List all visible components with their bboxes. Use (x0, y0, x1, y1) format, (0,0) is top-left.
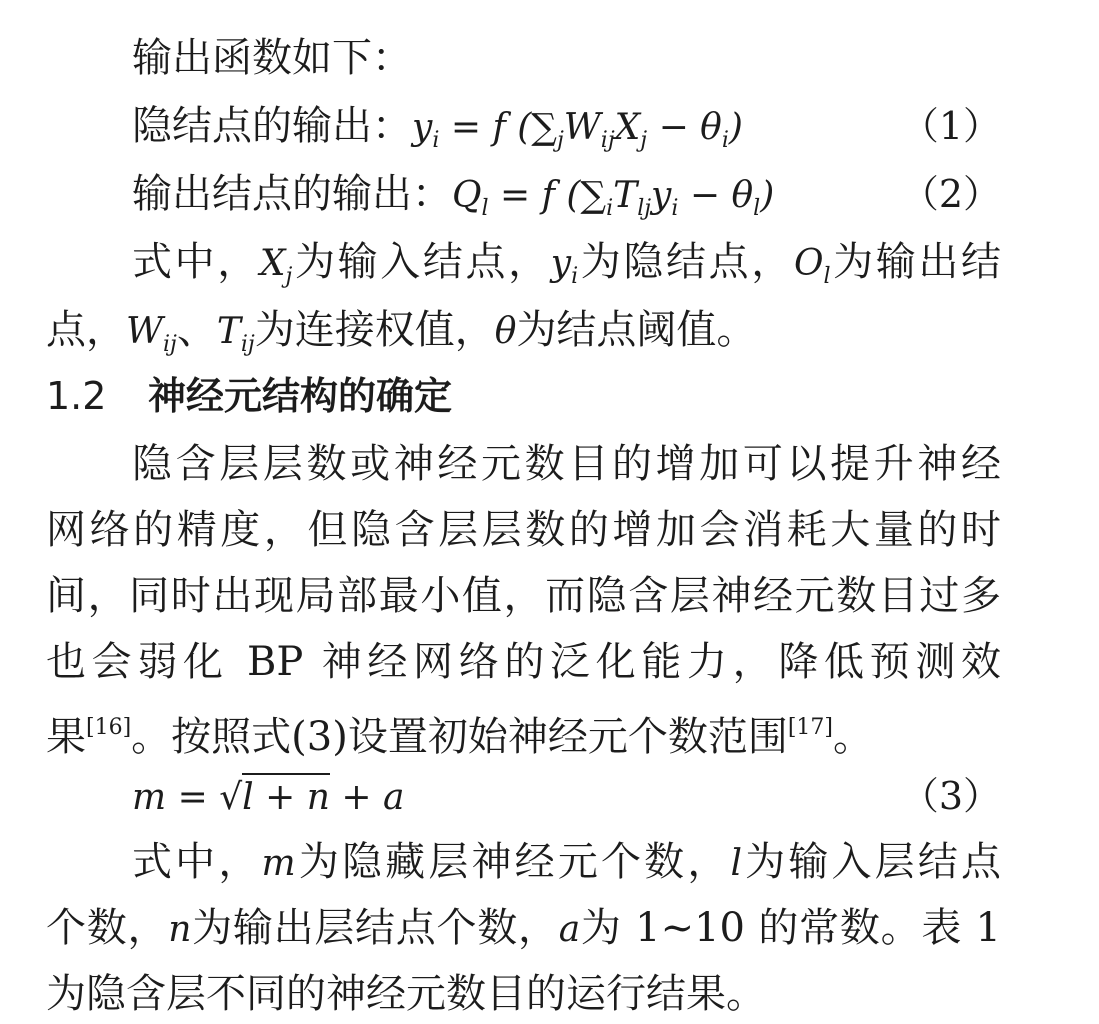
eq3-plus-a: + a (329, 777, 405, 818)
eq1-theta: − θ (647, 107, 722, 148)
para3-line3: 为隐含层不同的神经元数目的运行结果。 (46, 971, 766, 1017)
eq3-number: （3） (900, 774, 1001, 818)
para1-t: T (216, 311, 241, 352)
eq1-lhs-sub: i (432, 128, 440, 153)
para2-text-a: 果 (46, 714, 86, 760)
para3-text-c: 为输入层结点 (742, 839, 1002, 885)
eq1-formula (412, 107, 743, 153)
eq2-lhs: Q (452, 175, 482, 216)
para1-o: O (793, 243, 824, 284)
eq2-y: y (651, 175, 672, 216)
eq1-number: （1） (900, 104, 1001, 148)
eq1-w: W (563, 107, 601, 148)
eq2-sum: = f (∑ (488, 175, 607, 216)
eq1-x: X (614, 107, 641, 148)
eq3-radicand: l + n (242, 773, 330, 818)
para1-w-sub: ij (163, 332, 177, 357)
para1-text-e: 点， (46, 307, 126, 353)
citation-16: [16] (86, 715, 132, 740)
para1-y-sub: i (571, 264, 579, 289)
eq2-number: （2） (900, 172, 1001, 216)
para3-l: l (730, 843, 743, 884)
eq1-sum-sub: j (556, 128, 564, 153)
para1-text-b: 为输入结点， (292, 239, 551, 285)
eq2-formula (452, 175, 775, 221)
para1-o-sub: l (823, 264, 831, 289)
para1-text-g: 为连接权值， (254, 307, 495, 353)
eq3-m: m (132, 777, 167, 818)
eq3-formula (132, 773, 404, 818)
para1-text-c: 为隐结点， (578, 239, 794, 285)
para1-y: y (550, 243, 572, 284)
para1-text-a: 式中， (132, 239, 260, 285)
eq1-label: 隐结点的输出： (132, 103, 412, 149)
eq2-theta: − θ (678, 175, 754, 216)
para1-x-sub: j (285, 264, 293, 289)
equation-1 (132, 96, 1001, 156)
citation-17: [17] (787, 715, 834, 740)
para1-line1 (132, 232, 1001, 292)
eq2-y-sub: i (671, 196, 679, 221)
eq3-equals: = (166, 777, 220, 818)
section-heading (46, 366, 1001, 426)
intro-text: 输出函数如下： (132, 35, 412, 81)
para3-text-d: 个数， (46, 905, 169, 951)
para2-line5 (46, 698, 1001, 758)
para3-m: m (261, 843, 296, 884)
section-title: 神经元结构的确定 (148, 374, 453, 418)
eq1-x-sub: j (640, 128, 648, 153)
eq2-t: T (613, 175, 638, 216)
para1-t-sub: ij (240, 332, 255, 357)
para2-line3: 间，同时出现局部最小值，而隐含层神经元数目过多 (46, 573, 1001, 619)
para1-theta: θ (494, 311, 517, 352)
para2-line2: 网络的精度，但隐含层层数的增加会消耗大量的时 (46, 507, 1001, 553)
para2-line4: 也会弱化 BP 神经网络的泛化能力，降低预测效 (46, 639, 1001, 685)
eq2-label: 输出结点的输出： (132, 171, 452, 217)
para3-text-a: 式中， (132, 839, 262, 885)
intro-line (132, 28, 1001, 88)
eq1-w-sub: ij (600, 128, 615, 153)
eq3-radical: √ (219, 777, 243, 818)
eq1-sum: = f (∑ (439, 107, 557, 148)
eq2-lhs-sub: l (481, 196, 489, 221)
eq2-close: ) (760, 175, 775, 216)
eq1-theta-sub: i (721, 128, 729, 153)
para3-text-f: 为 1~10 的常数。表 1 (580, 905, 1001, 951)
para2-line1: 隐含层层数或神经元数目的增加可以提升神经 (132, 441, 1001, 487)
para2-text-c: 。 (833, 714, 874, 760)
eq1-close: ) (728, 107, 743, 148)
equation-3 (132, 766, 1001, 826)
para1-text-h: 为结点阈值。 (516, 307, 757, 353)
para3-n: n (168, 909, 192, 950)
para1-w: W (126, 311, 164, 352)
section-number: 1.2 (46, 374, 107, 418)
equation-2 (132, 164, 1001, 224)
para1-line2 (46, 300, 1001, 360)
para3-a: a (558, 909, 581, 950)
para3-text-e: 为输出层结点个数， (191, 905, 559, 951)
para3-line2 (46, 898, 1001, 958)
eq2-theta-sub: l (753, 196, 761, 221)
para3-line1 (132, 832, 1001, 892)
eq1-lhs: y (412, 107, 433, 148)
para2-text-b: 。按照式(3)设置初始神经元个数范围 (131, 714, 788, 760)
para1-text-f: 、 (176, 307, 217, 353)
para1-x: X (259, 243, 286, 284)
eq2-t-sub: lj (637, 196, 652, 221)
eq2-sum-sub: i (606, 196, 614, 221)
para3-text-b: 为隐藏层神经元个数， (295, 839, 731, 885)
para1-text-d: 为输出结 (830, 239, 1002, 285)
